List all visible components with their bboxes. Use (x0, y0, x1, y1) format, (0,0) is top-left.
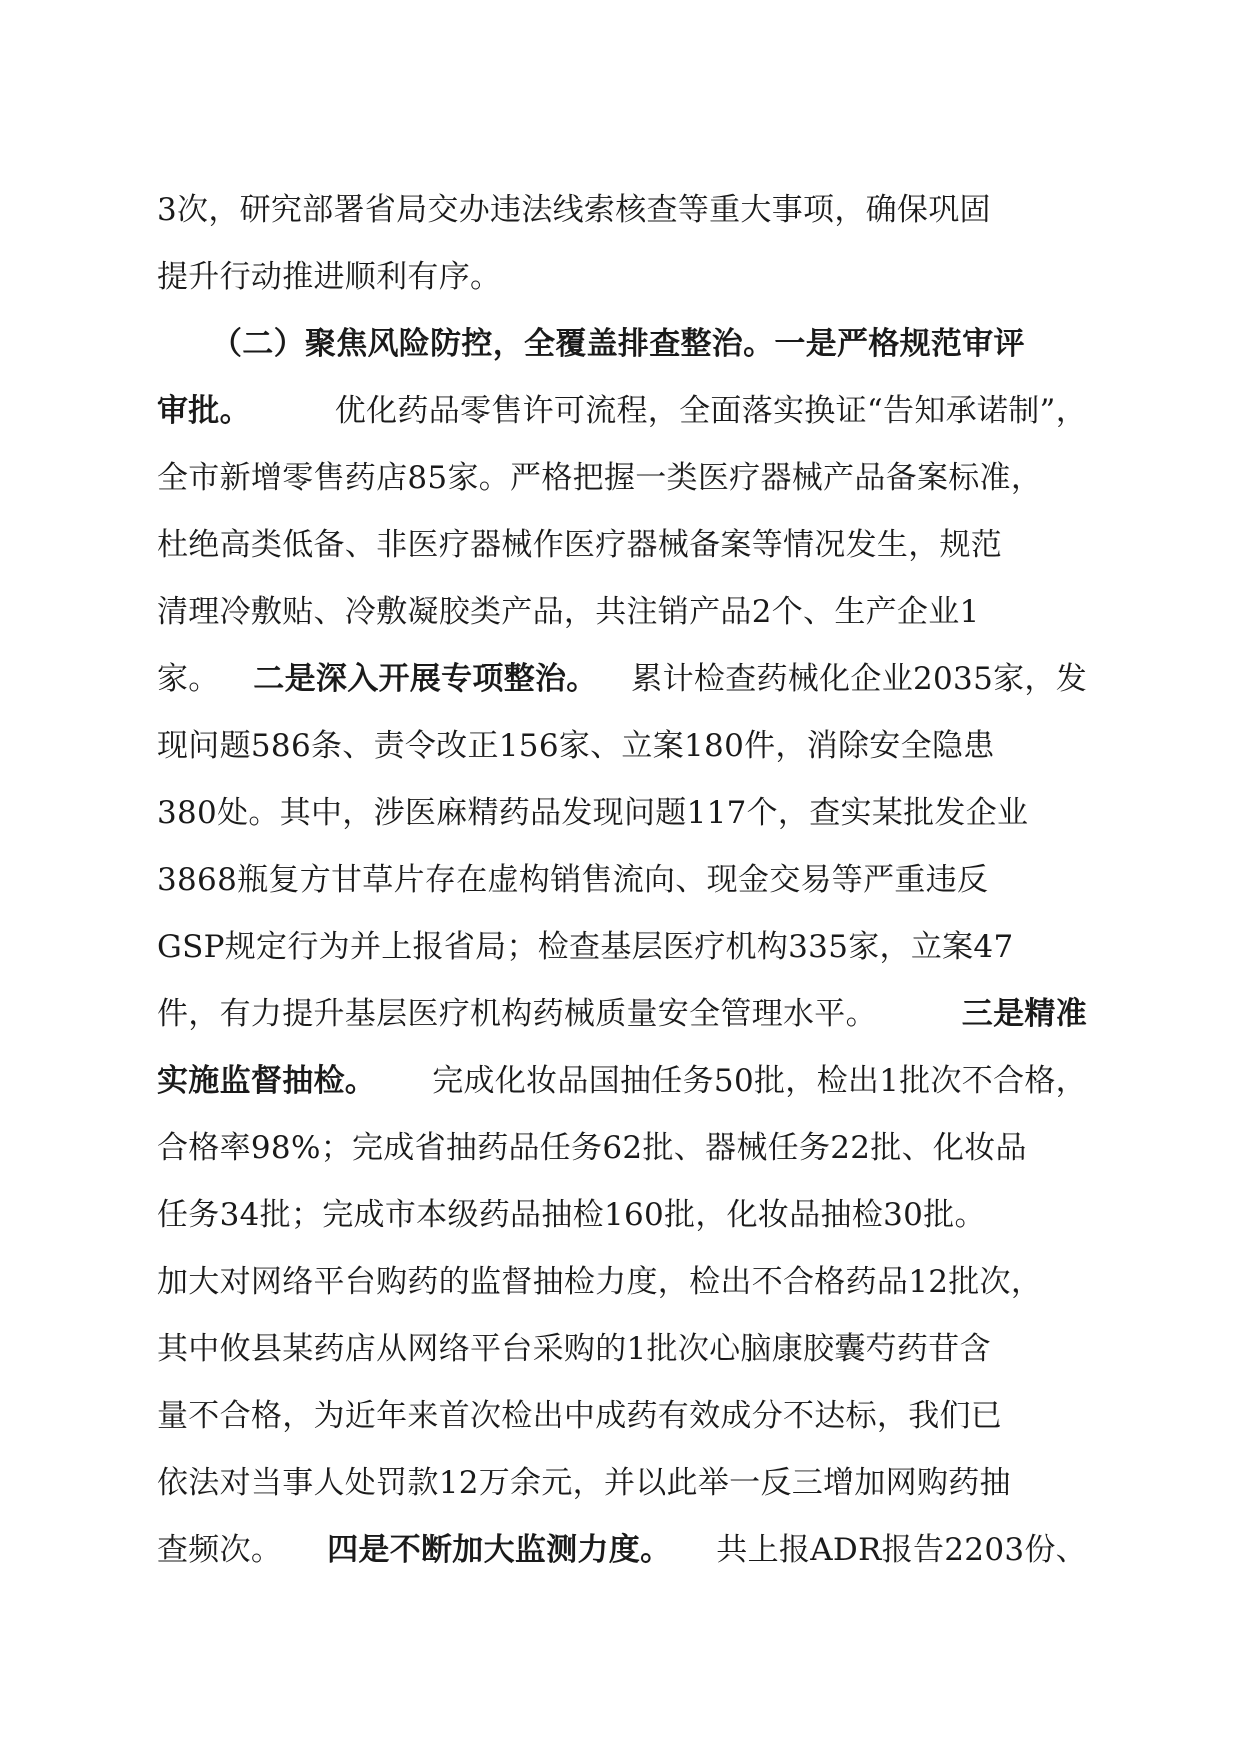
text-line (157, 1190, 1087, 1257)
text-segment: 查频次。 (157, 1532, 283, 1568)
subheading-segment: 四是不断加大监测力度。 (327, 1532, 672, 1568)
text-line (157, 1056, 1087, 1123)
section-heading-line (157, 319, 1087, 386)
text-segment: GSP规定行为并上报省局；检查基层医疗机构335家，立案47 (157, 929, 1014, 965)
text-line (157, 1257, 1087, 1324)
text-line (157, 788, 1087, 855)
text-segment: 提升行动推进顺利有序。 (157, 259, 502, 295)
text-segment: 清理冷敷贴、冷敷凝胶类产品，共注销产品2个、生产企业1 (157, 594, 980, 630)
text-line (157, 185, 1087, 252)
text-line (157, 453, 1087, 520)
text-segment: 3868瓶复方甘草片存在虚构销售流向、现金交易等严重违反 (157, 862, 989, 898)
section-heading: （二）聚焦风险防控，全覆盖排查整治。一是严格规范审评 (211, 326, 1025, 362)
text-line (157, 1324, 1087, 1391)
subheading-segment: 二是深入开展专项整治。 (253, 661, 598, 697)
text-segment: 其中攸县某药店从网络平台采购的1批次心脑康胶囊芍药苷含 (157, 1331, 991, 1367)
text-line (157, 654, 1087, 721)
text-line (157, 922, 1087, 989)
text-segment: 任务34批；完成市本级药品抽检160批，化妆品抽检30批。 (157, 1197, 986, 1233)
text-line (157, 989, 1087, 1056)
text-line (157, 855, 1087, 922)
text-line (157, 587, 1087, 654)
text-segment: 3次，研究部署省局交办违法线索核查等重大事项，确保巩固 (157, 192, 991, 228)
text-segment: 现问题586条、责令改正156家、立案180件，消除安全隐患 (157, 728, 995, 764)
text-segment: 依法对当事人处罚款12万余元，并以此举一反三增加网购药抽 (157, 1465, 1011, 1501)
text-line (157, 721, 1087, 788)
text-segment: 累计检查药械化企业2035家，发 (631, 661, 1087, 697)
text-segment: 加大对网络平台购药的监督抽检力度，检出不合格药品12批次， (157, 1264, 1043, 1300)
text-segment: 优化药品零售许可流程，全面落实换证“告知承诺制”， (334, 393, 1087, 429)
text-line (157, 1458, 1087, 1525)
text-line (157, 520, 1087, 587)
text-line (157, 252, 1087, 319)
text-line (157, 1391, 1087, 1458)
text-line (157, 386, 1087, 453)
document-body (157, 185, 1087, 1592)
text-segment: 380处。其中，涉医麻精药品发现问题117个，查实某批发企业 (157, 795, 1029, 831)
subheading-segment: 审批。 (157, 393, 251, 429)
text-segment: 杜绝高类低备、非医疗器械作医疗器械备案等情况发生，规范 (157, 527, 1003, 563)
text-segment: 量不合格，为近年来首次检出中成药有效成分不达标，我们已 (157, 1398, 1003, 1434)
subheading-segment: 实施监督抽检。 (157, 1063, 377, 1099)
text-line (157, 1525, 1087, 1592)
text-segment: 件，有力提升基层医疗机构药械质量安全管理水平。 (157, 996, 877, 1032)
text-segment: 全市新增零售药店85家。严格把握一类医疗器械产品备案标准， (157, 460, 1043, 496)
text-segment: 完成化妆品国抽任务50批，检出1批次不合格， (432, 1063, 1087, 1099)
text-segment: 共上报ADR报告2203份、 (716, 1532, 1087, 1568)
text-line (157, 1123, 1087, 1190)
text-segment: 家。 (157, 661, 220, 697)
text-segment: 合格率98%；完成省抽药品任务62批、器械任务22批、化妆品 (157, 1130, 1027, 1166)
subheading-segment: 三是精准 (961, 996, 1087, 1032)
